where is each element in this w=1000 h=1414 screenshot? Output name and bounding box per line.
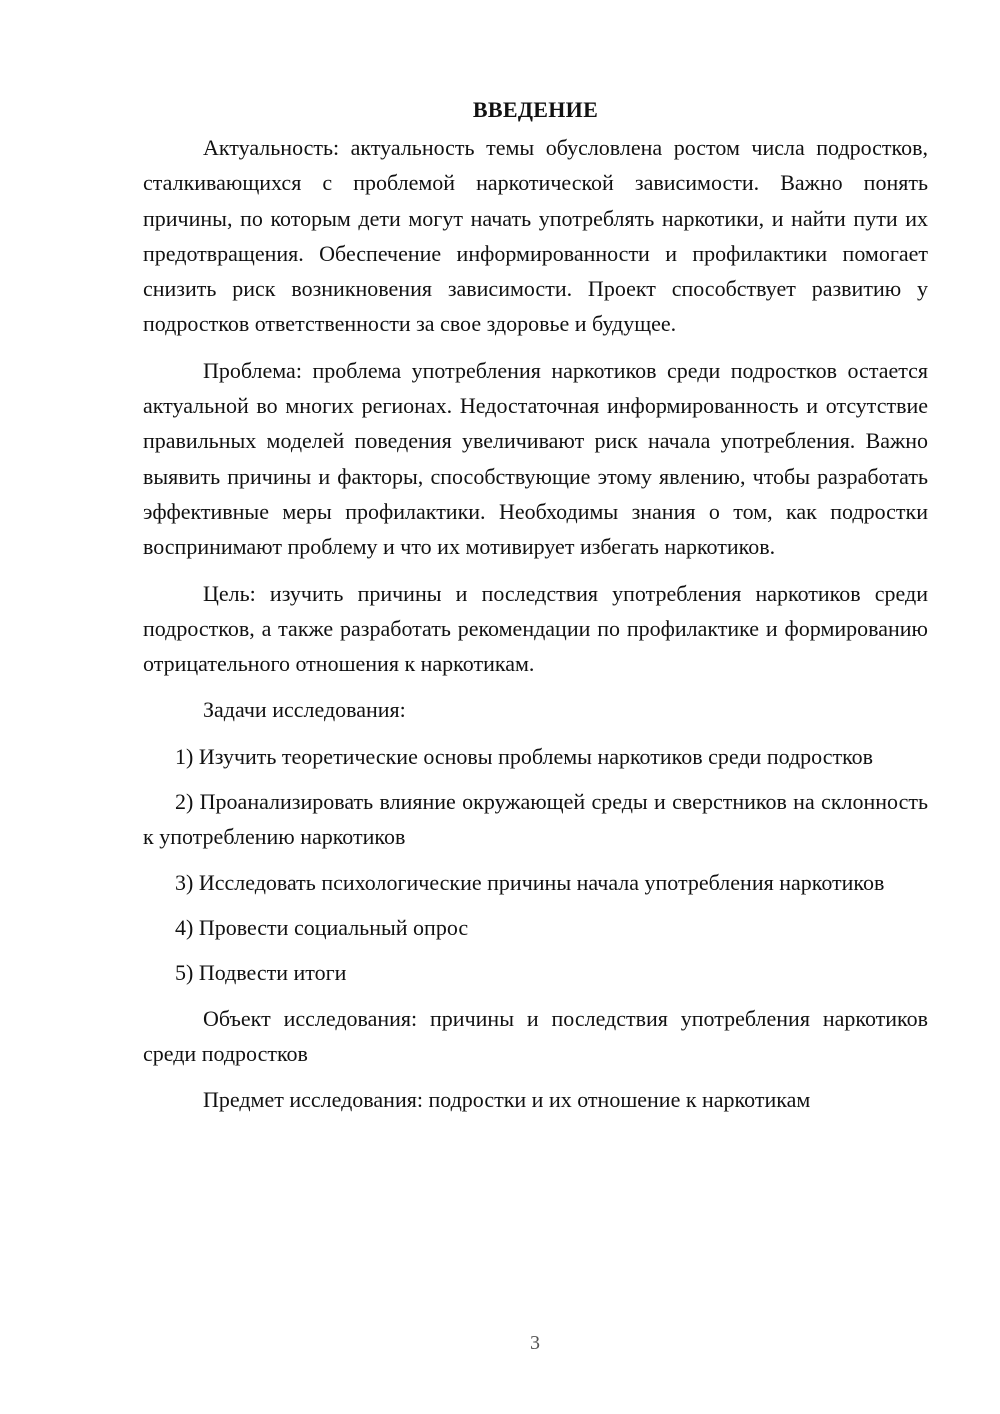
paragraph-problem: Проблема: проблема употребления наркотиков среди подростков остается актуальной во многих регионах. Недостаточная информированность и отсутствие правильных моделей поведения увеличивают риск начала употребления. Важно выявить причины и факторы, способствующие этому явлению, чтобы разработать эффективные меры профилактики. Необходимы знания о том, как подростки воспринимают проблему и что их мотивирует избегать наркотиков. — [143, 357, 928, 560]
document-page — [143, 92, 928, 1128]
task-item: 1) Изучить теоретические основы проблемы наркотиков среди подростков — [175, 743, 874, 769]
tasks-heading: Задачи исследования: — [203, 697, 406, 723]
task-item: 5) Подвести итоги — [175, 960, 347, 986]
paragraph-object: Объект исследования: причины и последствия употребления наркотиков среди подростков — [143, 1005, 928, 1066]
paragraph-relevance: Актуальность: актуальность темы обусловлена ростом числа подростков, сталкивающихся с проблемой наркотической зависимости. Важно понять причины, по которым дети могут начать употреблять наркотики, и найти пути их предотвращения. Обеспечение информированности и профилактики помогает снизить риск возникновения зависимости. Проект способствует развитию у подростков ответственности за свое здоровье и будущее. — [143, 135, 928, 337]
section-title: ВВЕДЕНИЕ — [472, 97, 599, 122]
paragraph-subject: Предмет исследования: подростки и их отношение к наркотикам — [203, 1087, 811, 1113]
tasks-list — [143, 739, 928, 991]
task-item: 2) Проанализировать влияние окружающей среды и сверстников на склонность к употреблению наркотиков — [143, 789, 928, 850]
paragraph-goal: Цель: изучить причины и последствия употребления наркотиков среди подростков, а также разработать рекомендации по профилактике и формированию отрицательного отношения к наркотикам. — [143, 580, 928, 677]
page-number: 3 — [530, 1332, 540, 1354]
task-item: 4) Провести социальный опрос — [175, 914, 469, 940]
task-item: 3) Исследовать психологические причины начала употребления наркотиков — [175, 869, 885, 895]
